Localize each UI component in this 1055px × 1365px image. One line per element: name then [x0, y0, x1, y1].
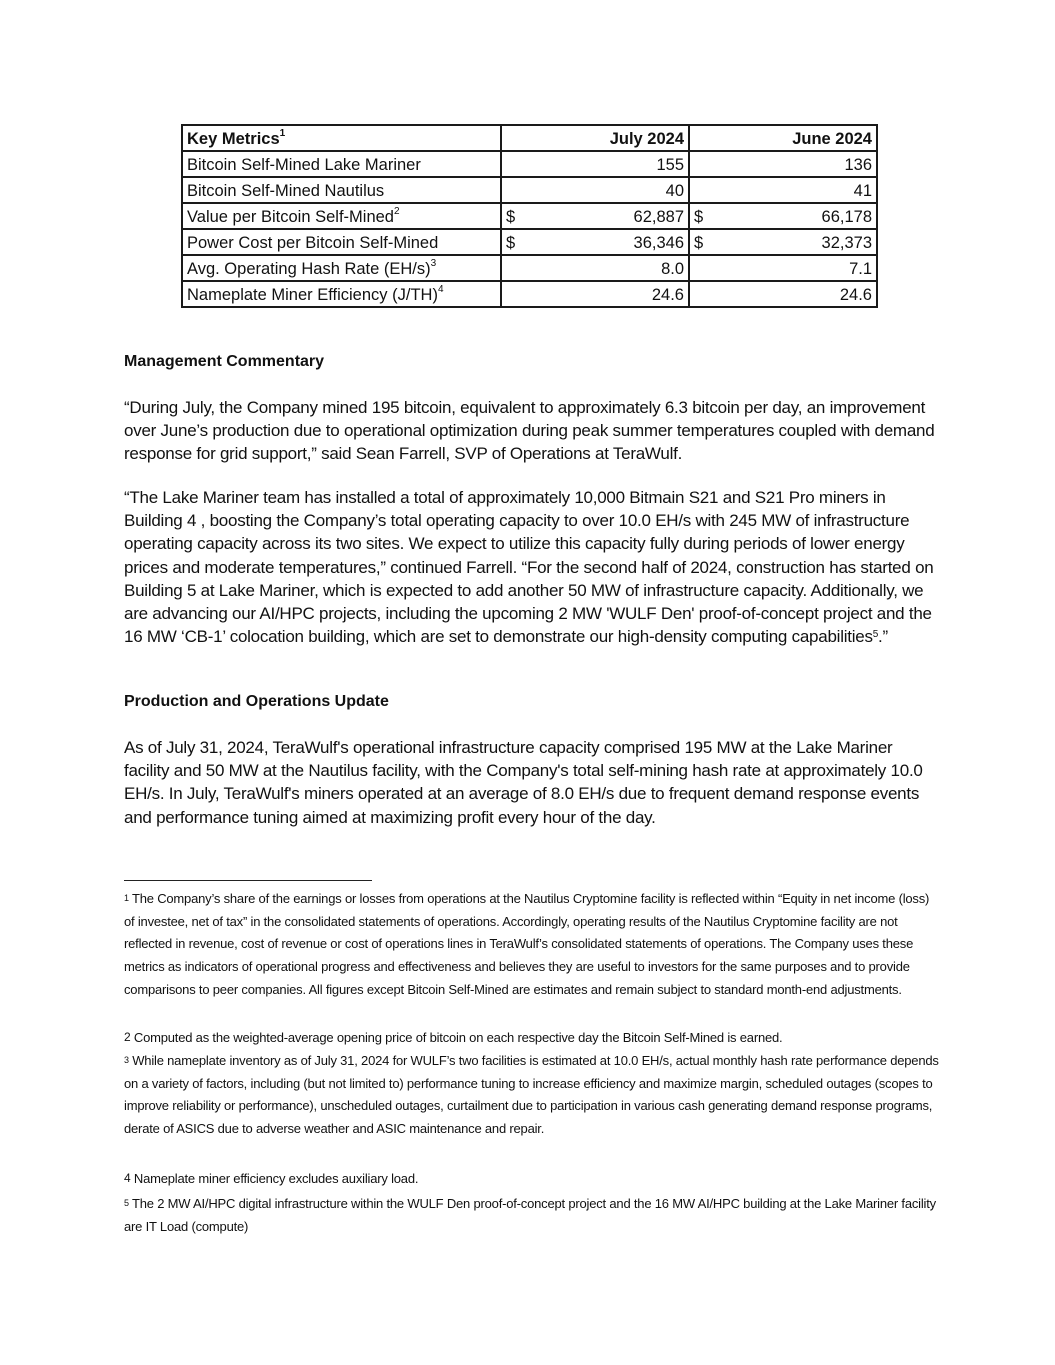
june-cell	[689, 281, 877, 307]
footnote-ref: 1	[279, 127, 286, 139]
june-cell	[689, 229, 877, 255]
footnote-number: 3	[124, 1055, 129, 1065]
june-cell	[689, 203, 877, 229]
row-label	[182, 255, 501, 281]
currency-symbol: $	[506, 207, 516, 226]
july-value: 62,887	[633, 207, 684, 226]
row-label	[182, 151, 501, 177]
row-label	[182, 203, 501, 229]
july-cell	[501, 255, 689, 281]
june-cell	[689, 177, 877, 203]
footnote-text: The Company’s share of the earnings or losses from operations at the Nautilus Cryptomine facility is reflected within “Equity in net income (loss) of investee, net of tax” in the consolidated statements of operations. Accordingly, operating results of the Nautilus Cryptomine facility are not reflected in revenue, cost of revenue or cost of operations lines in TeraWulf’s consolidated statements of operations. The Company uses these metrics as indicators of operational progress and effectiveness and believes they are useful to investors for the same purposes and to provide comparisons to peer companies. All figures except Bitcoin Self-Mined are estimates and remain subject to standard month-end adjustments.	[124, 891, 930, 997]
footnote-4	[124, 1168, 939, 1191]
header-june-2024: June 2024	[689, 125, 877, 151]
footnote-number: 5	[124, 1198, 129, 1208]
row-label-text: Power Cost per Bitcoin Self-Mined	[187, 233, 439, 252]
july-cell	[501, 281, 689, 307]
july-cell	[501, 229, 689, 255]
footnote-text: The 2 MW AI/HPC digital infrastructure within the WULF Den proof-of-concept project and the 16 MW AI/HPC building at the Lake Mariner facility are IT Load (compute)	[124, 1196, 936, 1234]
row-label	[182, 229, 501, 255]
june-value: 32,373	[821, 233, 872, 252]
currency-symbol: $	[694, 233, 704, 252]
commentary-paragraph-2-text: “The Lake Mariner team has installed a total of approximately 10,000 Bitmain S21 and S21 Pro miners in Building 4 , boosting the Company’s total operating capacity to over 10.0 EH/s with 245 MW of infrastructure operating capacity across its two sites. We expect to utilize this capacity fully during periods of lower energy prices and moderate temperatures,” continued Farrell. “For the second half of 2024, construction has started on Building 5 at Lake Mariner, which is expected to add another 50 MW of infrastructure capacity. Additionally, we are advancing our AI/HPC projects, including the upcoming 2 MW 'WULF Den' proof-of-concept project and the 16 MW ‘CB-1’ colocation building, which are set to demonstrate our high-density computing capabilities	[124, 488, 934, 647]
footnote-text: While nameplate inventory as of July 31, 2024 for WULF’s two facilities is estimated at 10.0 EH/s, actual monthly hash rate performance depends on a variety of factors, including (but not limited to) performance tuning to increase efficiency and maximize margin, scheduled outages (scopes to improve reliability or performance), unscheduled outages, curtailment due to participation in various cash generating demand response programs, derate of ASICS due to adverse weather and ASIC maintenance and repair.	[124, 1053, 939, 1137]
footnote-ref: 3	[430, 257, 437, 269]
june-cell	[689, 151, 877, 177]
row-label-text: Avg. Operating Hash Rate (EH/s)	[187, 259, 431, 278]
table-row	[182, 281, 877, 307]
table-row	[182, 151, 877, 177]
row-label-text: Bitcoin Self-Mined Nautilus	[187, 181, 385, 200]
management-commentary-heading: Management Commentary	[124, 353, 325, 370]
footnote-2	[124, 1027, 939, 1050]
table-row	[182, 203, 877, 229]
june-value: 136	[844, 155, 872, 174]
currency-symbol: $	[506, 233, 516, 252]
footnote-ref: 4	[437, 283, 444, 295]
footnote-ref: 2	[393, 205, 400, 217]
key-metrics-table-container	[181, 124, 878, 308]
commentary-paragraph-2	[124, 486, 939, 648]
footnote-1	[124, 888, 939, 1002]
june-value: 24.6	[839, 285, 872, 304]
row-label-text: Value per Bitcoin Self-Mined	[187, 207, 394, 226]
footnote-divider	[124, 880, 372, 881]
row-label	[182, 281, 501, 307]
production-update-heading: Production and Operations Update	[124, 693, 389, 710]
header-key-metrics	[182, 125, 501, 151]
july-value: 8.0	[661, 259, 684, 278]
production-update-paragraph: As of July 31, 2024, TeraWulf's operational infrastructure capacity comprised 195 MW at the Lake Mariner facility and 50 MW at the Nautilus facility, with the Company's total self-mining hash rate at approximately 10.0 EH/s. In July, TeraWulf's miners operated at an average of 8.0 EH/s due to frequent demand response events and performance tuning aimed at maximizing profit every hour of the day.	[124, 738, 923, 827]
row-label-text: Nameplate Miner Efficiency (J/TH)	[187, 285, 438, 304]
july-cell	[501, 151, 689, 177]
table-row	[182, 177, 877, 203]
footnote-number: 1	[124, 893, 129, 903]
footnote-ref: 5	[872, 629, 879, 641]
june-value: 66,178	[821, 207, 872, 226]
table-row	[182, 229, 877, 255]
june-cell	[689, 255, 877, 281]
footnote-text: Computed as the weighted-average opening price of bitcoin on each respective day the Bitcoin Self-Mined is earned.	[130, 1030, 783, 1045]
commentary-paragraph-2-end: .”	[878, 627, 888, 647]
row-label-text: Bitcoin Self-Mined Lake Mariner	[187, 155, 421, 174]
footnote-text: Nameplate miner efficiency excludes auxiliary load.	[130, 1171, 419, 1186]
header-july-2024: July 2024	[501, 125, 689, 151]
july-value: 36,346	[633, 233, 684, 252]
header-label: Key Metrics	[187, 129, 280, 148]
july-cell	[501, 203, 689, 229]
table-row	[182, 255, 877, 281]
key-metrics-table	[181, 124, 878, 308]
footnote-5	[124, 1193, 939, 1238]
footnote-number: 2	[124, 1030, 131, 1044]
footnote-number: 4	[124, 1171, 131, 1185]
commentary-paragraph-1: “During July, the Company mined 195 bitcoin, equivalent to approximately 6.3 bitcoin per day, an improvement over June’s production due to operational optimization during peak summer temperatures coupled with demand response for grid support,” said Sean Farrell, SVP of Operations at TeraWulf.	[124, 398, 935, 464]
row-label	[182, 177, 501, 203]
currency-symbol: $	[694, 207, 704, 226]
july-value: 40	[665, 181, 684, 200]
table-header-row	[182, 125, 877, 151]
footnote-3	[124, 1050, 939, 1141]
june-value: 41	[853, 181, 872, 200]
june-value: 7.1	[849, 259, 872, 278]
july-value: 155	[656, 155, 684, 174]
july-cell	[501, 177, 689, 203]
july-value: 24.6	[651, 285, 684, 304]
